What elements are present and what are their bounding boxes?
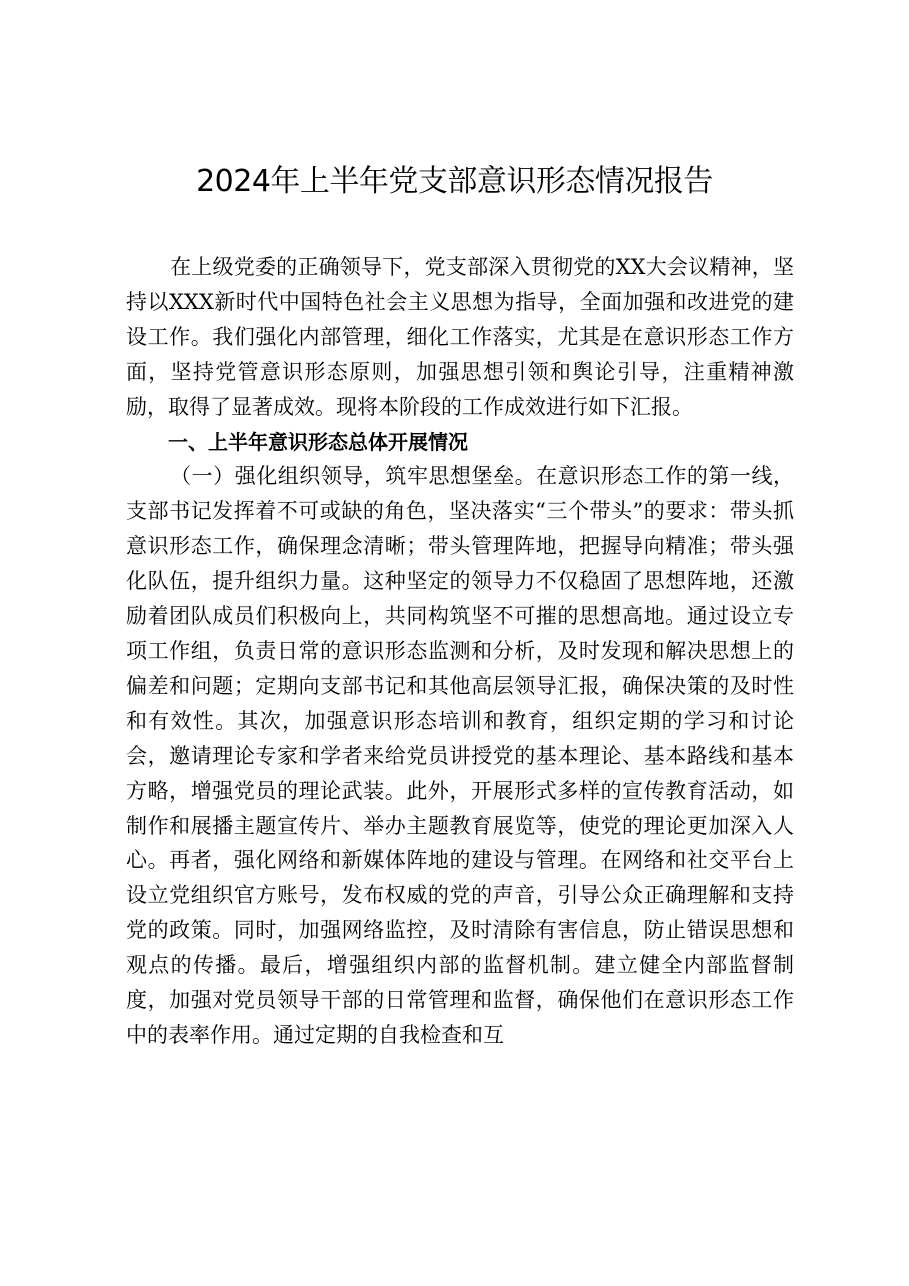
document-body [126,250,794,1053]
document-title: 2024年上半年党支部意识形态情况报告 [196,164,713,199]
section-paragraph: （一）强化组织领导，筑牢思想堡垒。在意识形态工作的第一线，支部书记发挥着不可或缺的角色，坚决落实“三个带头”的要求：带头抓意识形态工作，确保理念清晰；带头管理阵地，把握导向精准；带头强化队伍，提升组织力量。这种坚定的领导力不仅稳固了思想阵地，还激励着团队成员们积极向上，共同构筑坚不可摧的思想高地。通过设立专项工作组，负责日常的意识形态监测和分析，及时发现和解决思想上的偏差和问题；定期向支部书记和其他高层领导汇报，确保决策的及时性和有效性。其次，加强意识形态培训和教育，组织定期的学习和讨论会，邀请理论专家和学者来给党员讲授党的基本理论、基本路线和基本方略，增强党员的理论武装。此外，开展形式多样的宣传教育活动，如制作和展播主题宣传片、举办主题教育展览等，使党的理论更加深入人心。再者，强化网络和新媒体阵地的建设与管理。在网络和社交平台上设立党组织官方账号，发布权威的党的声音，引导公众正确理解和支持党的政策。同时，加强网络监控，及时清除有害信息，防止错误思想和观点的传播。最后，增强组织内部的监督机制。建立健全内部监督制度，加强对党员领导干部的日常管理和监督，确保他们在意识形态工作中的表率作用。通过定期的自我检查和互 [126,464,794,1047]
intro-paragraph: 在上级党委的正确领导下，党支部深入贯彻党的XX大会议精神，坚持以XXX新时代中国特色社会主义思想为指导，全面加强和改进党的建设工作。我们强化内部管理，细化工作落实，尤其是在意识形态工作方面，坚持党管意识形态原则，加强思想引领和舆论引导，注重精神激励，取得了显著成效。现将本阶段的工作成效进行如下汇报。 [126,255,794,419]
section-heading: 一、上半年意识形态总体开展情况 [168,429,468,454]
